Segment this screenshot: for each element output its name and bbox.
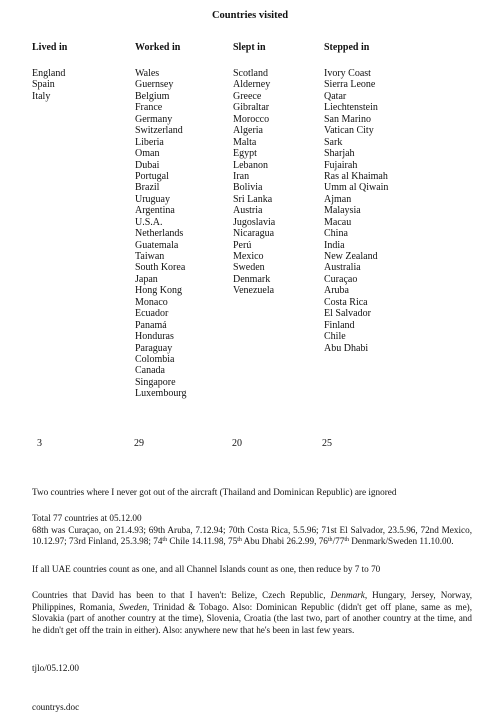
country-item: Sark bbox=[324, 136, 343, 148]
column-heading-stepped-in: Stepped in bbox=[324, 42, 370, 53]
count-lived-in: 3 bbox=[37, 438, 42, 449]
country-item: France bbox=[135, 102, 163, 114]
country-item: China bbox=[324, 228, 348, 240]
country-item: Algeria bbox=[233, 125, 263, 137]
note-uae-reduction: If all UAE countries count as one, and all Channel Islands count as one, then reduce by 7 to 70 bbox=[32, 564, 381, 574]
column-lived-in bbox=[32, 42, 122, 102]
country-item: Monaco bbox=[135, 296, 168, 308]
country-item: Sharjah bbox=[324, 148, 355, 160]
sequence-text: Denmark/Sweden 11.10.00. bbox=[348, 536, 454, 546]
country-item: Ajman bbox=[324, 193, 352, 205]
country-item: New Zealand bbox=[324, 251, 378, 262]
country-item: Spain bbox=[32, 79, 55, 91]
country-item: Taiwan bbox=[135, 251, 165, 262]
column-worked-in bbox=[135, 42, 225, 400]
country-item: Denmark bbox=[233, 273, 271, 285]
country-item: Wales bbox=[135, 68, 160, 79]
country-item: Egypt bbox=[233, 148, 257, 160]
country-item: Mexico bbox=[233, 251, 264, 262]
country-item: Nicaragua bbox=[233, 228, 275, 240]
column-heading-worked-in: Worked in bbox=[135, 42, 181, 53]
country-item: Aruba bbox=[324, 285, 349, 297]
sequence-line bbox=[32, 525, 472, 548]
total-line: Total 77 countries at 05.12.00 bbox=[32, 513, 142, 523]
count-stepped-in: 25 bbox=[322, 438, 332, 449]
column-slept-in bbox=[233, 42, 323, 297]
country-item: Liberia bbox=[135, 136, 164, 148]
country-item: Austria bbox=[233, 205, 263, 217]
david-text: , Trinidad & Tobago. Also: Dominican Republic (didn't get off plane, same as me), Slovakia (part of another country at the time), Slovenia, Croatia (the last two, part of another country at the time, and he didn't get off the train in either). Also: anywhere new that he's been in last few years. bbox=[32, 601, 472, 635]
country-item: Chile bbox=[324, 331, 346, 343]
country-item: Ivory Coast bbox=[324, 68, 371, 79]
country-item: South Korea bbox=[135, 262, 186, 274]
country-list-worked-in bbox=[135, 68, 225, 400]
david-text: , Hungary, Jersey, Norway, Philippines, Romania, bbox=[32, 590, 472, 612]
country-item: Guernsey bbox=[135, 79, 174, 91]
david-text: Countries that David has been to that I haven't: Belize, Czech Republic, bbox=[32, 590, 331, 600]
ordinal-suffix: th bbox=[237, 537, 242, 543]
country-item: Germany bbox=[135, 113, 173, 125]
country-item: Honduras bbox=[135, 331, 174, 343]
david-italic-country: Sweden bbox=[118, 601, 148, 612]
country-item: Oman bbox=[135, 148, 160, 160]
country-list-slept-in bbox=[233, 68, 323, 297]
country-item: Dubai bbox=[135, 159, 160, 171]
country-item: Venezuela bbox=[233, 285, 275, 297]
sequence-text: /77 bbox=[332, 536, 345, 546]
country-item: Luxembourg bbox=[135, 388, 187, 400]
country-item: Abu Dhabi bbox=[324, 342, 369, 354]
country-item: Jugoslavia bbox=[233, 216, 276, 228]
country-item: Uruguay bbox=[135, 193, 170, 205]
country-item: Iran bbox=[233, 170, 250, 182]
country-item: Lebanon bbox=[233, 159, 268, 171]
country-item: Ecuador bbox=[135, 308, 169, 320]
country-item: U.S.A. bbox=[135, 216, 163, 228]
country-item: Netherlands bbox=[135, 228, 184, 240]
country-item: Gibraltar bbox=[233, 102, 270, 114]
country-item: Finland bbox=[324, 319, 355, 331]
country-item: India bbox=[324, 239, 345, 251]
country-item: Fujairah bbox=[324, 159, 358, 171]
country-item: Malta bbox=[233, 136, 257, 148]
country-item: Brazil bbox=[135, 182, 160, 194]
country-item: Sweden bbox=[233, 262, 265, 274]
country-item: Italy bbox=[32, 90, 51, 102]
count-slept-in: 20 bbox=[232, 438, 242, 449]
note-ignored-countries: Two countries where I never got out of the aircraft (Thailand and Dominican Republic) are ignored bbox=[32, 487, 397, 497]
page-title: Countries visited bbox=[211, 10, 289, 21]
country-item: Perú bbox=[233, 239, 252, 251]
country-item: Sri Lanka bbox=[233, 193, 273, 205]
country-item: Portugal bbox=[135, 170, 169, 182]
country-item: El Salvador bbox=[324, 308, 371, 320]
country-item: Canada bbox=[135, 365, 165, 377]
sequence-text: Abu Dhabi 26.2.99, 76 bbox=[241, 536, 328, 546]
column-heading-slept-in: Slept in bbox=[233, 42, 266, 53]
sequence-text: Chile 14.11.98, 75 bbox=[167, 536, 238, 546]
country-item: Scotland bbox=[233, 68, 268, 79]
country-item: Bolivia bbox=[233, 182, 263, 194]
sequence-text: 68th was Curaçao, on 21.4.93; 69th Aruba, 7.12.94; 70th Costa Rica, 5.5.96; 71st El Salvador, 23.5.96, 72nd Mexico, 10.12.97; 73rd Finland, 25.3.98; 74 bbox=[32, 524, 472, 546]
country-item: Hong Kong bbox=[135, 285, 182, 297]
country-item: Liechtenstein bbox=[324, 102, 378, 114]
ordinal-suffix: th bbox=[327, 537, 333, 543]
country-item: Argentina bbox=[135, 205, 175, 217]
country-item: Japan bbox=[135, 273, 158, 285]
country-list-stepped-in bbox=[324, 68, 424, 354]
country-item: Singapore bbox=[135, 376, 176, 388]
country-item: Umm al Qiwain bbox=[324, 182, 389, 194]
country-item: Malaysia bbox=[324, 205, 361, 217]
country-item: Macau bbox=[324, 216, 352, 228]
country-item: Morocco bbox=[233, 113, 270, 125]
david-italic-country: Denmark bbox=[330, 590, 365, 600]
note-total-sequence bbox=[32, 513, 472, 548]
ordinal-suffix: th bbox=[344, 537, 349, 543]
country-item: Vatican City bbox=[324, 125, 374, 137]
country-item: Panamá bbox=[135, 319, 167, 331]
country-item: Costa Rica bbox=[324, 296, 368, 308]
country-item: Ras al Khaimah bbox=[324, 170, 388, 182]
country-item: Curaçao bbox=[324, 273, 358, 285]
document-filename: countrys.doc bbox=[32, 702, 80, 712]
country-list-lived-in bbox=[32, 68, 122, 102]
country-item: Guatemala bbox=[135, 239, 179, 251]
country-item: Qatar bbox=[324, 90, 347, 102]
signature-date: tjlo/05.12.00 bbox=[32, 663, 79, 673]
country-item: England bbox=[32, 68, 66, 79]
note-david-countries bbox=[32, 590, 472, 636]
country-item: Switzerland bbox=[135, 125, 183, 137]
count-worked-in: 29 bbox=[134, 438, 144, 449]
country-item: Belgium bbox=[135, 90, 170, 102]
country-item: Colombia bbox=[135, 353, 175, 365]
country-item: Alderney bbox=[233, 79, 271, 91]
country-item: Paraguay bbox=[135, 342, 173, 354]
country-item: Greece bbox=[233, 90, 262, 102]
column-stepped-in bbox=[324, 42, 424, 354]
country-item: Australia bbox=[324, 262, 361, 274]
country-item: Sierra Leone bbox=[324, 79, 376, 91]
column-heading-lived-in: Lived in bbox=[32, 42, 68, 53]
country-item: San Marino bbox=[324, 113, 371, 125]
ordinal-suffix: th bbox=[162, 537, 168, 543]
